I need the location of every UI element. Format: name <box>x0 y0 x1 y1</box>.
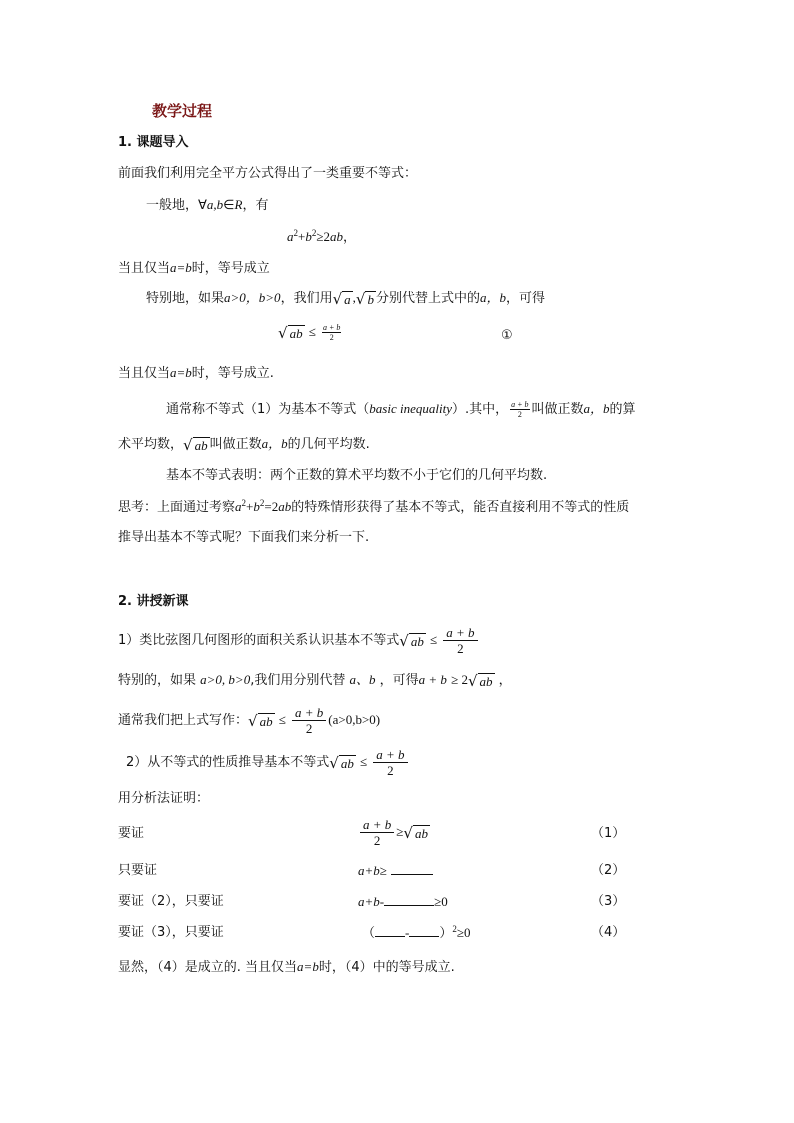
item1-text: 1）类比弦图几何图形的面积关系认识基本不等式 <box>118 633 400 648</box>
naming2-line <box>118 434 370 455</box>
think2-line: 推导出基本不等式呢？下面我们来分析一下. <box>118 530 370 545</box>
sqrt-a: √ a <box>332 289 351 308</box>
sqrt-ab-inline: √ ab <box>183 435 208 454</box>
general-vars: a,b <box>206 197 224 212</box>
naming2-part3: 的几何平均数. <box>287 437 370 452</box>
equality-suffix: 时，等号成立 <box>191 261 270 276</box>
item2-text: 2）从不等式的性质推导基本不等式 <box>126 755 330 770</box>
step3-suffix: ≥0 <box>434 894 448 909</box>
fraction-mean-inline: $\frac{a + b}{2}$ <box>511 400 529 419</box>
sp-mid2: ，可得 <box>379 673 419 688</box>
special2-line <box>118 670 512 691</box>
fill-in-blank[interactable] <box>375 936 405 937</box>
equality2-suffix: 时，等号成立. <box>191 366 274 381</box>
basic-inequality <box>278 322 343 343</box>
step2-expression <box>358 861 433 882</box>
special-vars: a，b <box>479 290 506 305</box>
var-ab: ab <box>278 499 292 514</box>
step4-tag: （4） <box>591 925 626 940</box>
step1-expression <box>358 814 430 851</box>
heading: 教学过程 <box>152 102 213 120</box>
fill-in-blank[interactable] <box>391 874 433 875</box>
sp-lhs: a + b <box>418 672 447 687</box>
exponent: 2 <box>241 498 247 508</box>
equality-line <box>118 258 270 279</box>
fraction-mean: $\frac{a + b}{2}$ <box>322 323 341 342</box>
exponent: 2 <box>293 228 298 238</box>
step3-label: 要证（2），只要证 <box>118 894 224 909</box>
equality2-prefix: 当且仅当 <box>118 366 171 381</box>
sp-prefix: 特别的，如果 <box>118 673 197 688</box>
method-line: 用分析法证明： <box>118 791 210 806</box>
general-suffix: ，有 <box>242 198 269 213</box>
step2-label: 只要证 <box>118 863 158 878</box>
fraction-mean: $\frac{a + b}{2}$ <box>443 625 477 656</box>
conclusion-part2: 时，（4）中的等号成立. <box>318 960 455 975</box>
plus-sign: + <box>246 499 254 514</box>
sp-vars: a、b <box>349 672 376 687</box>
step2-expr: a+b≥ <box>358 863 387 878</box>
fraction-mean: $\frac{a + b}{2}$ <box>360 817 394 848</box>
sqrt-ab: √ ab <box>278 323 303 342</box>
minus-sign: - <box>405 925 410 940</box>
think-part1: 思考：上面通过考察 <box>118 500 236 515</box>
conclusion-part1: 显然，（4）是成立的. 当且仅当 <box>118 960 298 975</box>
sp-suffix: ， <box>498 673 512 688</box>
geq-two: ≥2 <box>316 229 330 244</box>
general-prefix: 一般地，∀ <box>146 198 207 213</box>
fraction-mean: $\frac{a + b}{2}$ <box>292 705 326 736</box>
leq-sign: ≤ <box>308 324 316 339</box>
leq-sign: ≤ <box>359 754 368 769</box>
leq-sign: ≤ <box>429 632 438 647</box>
sp-mid: ,我们用分别代替 <box>250 673 346 688</box>
plus-sign: + <box>298 229 306 244</box>
equality-prefix: 当且仅当 <box>118 261 171 276</box>
naming-line <box>166 399 636 420</box>
intro-line: 前面我们利用完全平方公式得出了一类重要不等式： <box>118 166 418 181</box>
naming-part1: 通常称不等式（1）为基本不等式（ <box>166 402 370 417</box>
var-a: a <box>287 229 294 244</box>
exponent: 2 <box>311 228 317 238</box>
step4-expression <box>362 923 471 944</box>
close-paren: ） <box>439 926 453 941</box>
naming2-part2: 叫做正数 <box>209 437 262 452</box>
step3-tag: （3） <box>591 894 626 909</box>
think-part2: 的特殊情形获得了基本不等式，能否直接利用不等式的性质 <box>291 500 630 515</box>
square-inequality <box>287 227 356 248</box>
geq-sign: ≥ <box>396 824 404 839</box>
sp-geq: ≥ 2 <box>451 672 468 687</box>
usual-prefix: 通常我们把上式写作： <box>118 713 249 728</box>
equality2-line <box>118 363 274 384</box>
item1-line <box>118 622 480 659</box>
equals-two: =2 <box>264 499 279 514</box>
naming-part2: ）.其中， <box>451 402 509 417</box>
leq-sign: ≤ <box>278 712 286 727</box>
step2-tag: （2） <box>591 863 626 878</box>
exponent: 2 <box>452 924 457 934</box>
usual-line <box>118 702 380 739</box>
exponent: 2 <box>259 498 265 508</box>
special-mid2: 分别代替上式中的 <box>375 291 480 306</box>
section2-title: 2. 讲授新课 <box>118 594 189 609</box>
statement-line: 基本不等式表明：两个正数的算术平均数不小于它们的几何平均数. <box>166 468 548 483</box>
naming2-part1: 术平均数， <box>118 437 184 452</box>
conclusion-condition: a=b <box>297 959 319 974</box>
fraction-mean: $\frac{a + b}{2}$ <box>373 747 407 778</box>
step3-expression <box>358 892 448 913</box>
sp-condition: a>0, b>0 <box>200 672 251 687</box>
sqrt-ab: √ ab <box>248 711 273 730</box>
naming-vars: a，b <box>583 401 610 416</box>
sqrt-b: √ b <box>355 289 374 308</box>
fill-in-blank[interactable] <box>409 936 439 937</box>
item2-line <box>126 744 410 781</box>
var-b: b <box>253 499 260 514</box>
conclusion-line <box>118 957 455 978</box>
separator: , <box>352 290 356 305</box>
geq-zero: ≥0 <box>456 925 471 940</box>
special-mid: ，我们用 <box>280 291 333 306</box>
open-paren: （ <box>362 926 376 941</box>
sqrt-ab: √ ab <box>329 753 354 772</box>
step1-tag: （1） <box>591 826 626 841</box>
sqrt-ab: √ ab <box>467 671 493 690</box>
think-line <box>118 497 629 518</box>
real-set: R <box>234 197 243 212</box>
special-line <box>146 288 545 309</box>
equality-condition: a=b <box>170 260 192 275</box>
naming-part3: 叫做正数 <box>531 402 584 417</box>
step4-label: 要证（3），只要证 <box>118 925 224 940</box>
comma: ， <box>342 230 356 245</box>
naming-part4: 的算 <box>609 402 636 417</box>
var-ab: ab <box>329 229 343 244</box>
special-suffix: ，可得 <box>505 291 545 306</box>
naming2-vars: a，b <box>261 436 288 451</box>
equality2-condition: a=b <box>170 365 192 380</box>
sqrt-ab: √ ab <box>399 631 424 650</box>
element-of-symbol: ∈ <box>223 197 235 212</box>
special-condition: a>0，b>0 <box>224 290 281 305</box>
sqrt-ab: √ ab <box>403 823 428 842</box>
fill-in-blank[interactable] <box>384 905 434 906</box>
step1-label: 要证 <box>118 826 145 841</box>
special-prefix: 特别地，如果 <box>146 291 225 306</box>
usual-condition: (a>0,b>0) <box>328 712 381 727</box>
var-a: a <box>235 499 242 514</box>
naming-english: basic inequality <box>369 401 452 416</box>
step3-prefix: a+b- <box>358 894 385 909</box>
var-b: b <box>305 229 312 244</box>
circle-one-label: ① <box>501 328 513 343</box>
section1-title: 1. 课题导入 <box>118 135 189 150</box>
general-line <box>146 195 268 216</box>
